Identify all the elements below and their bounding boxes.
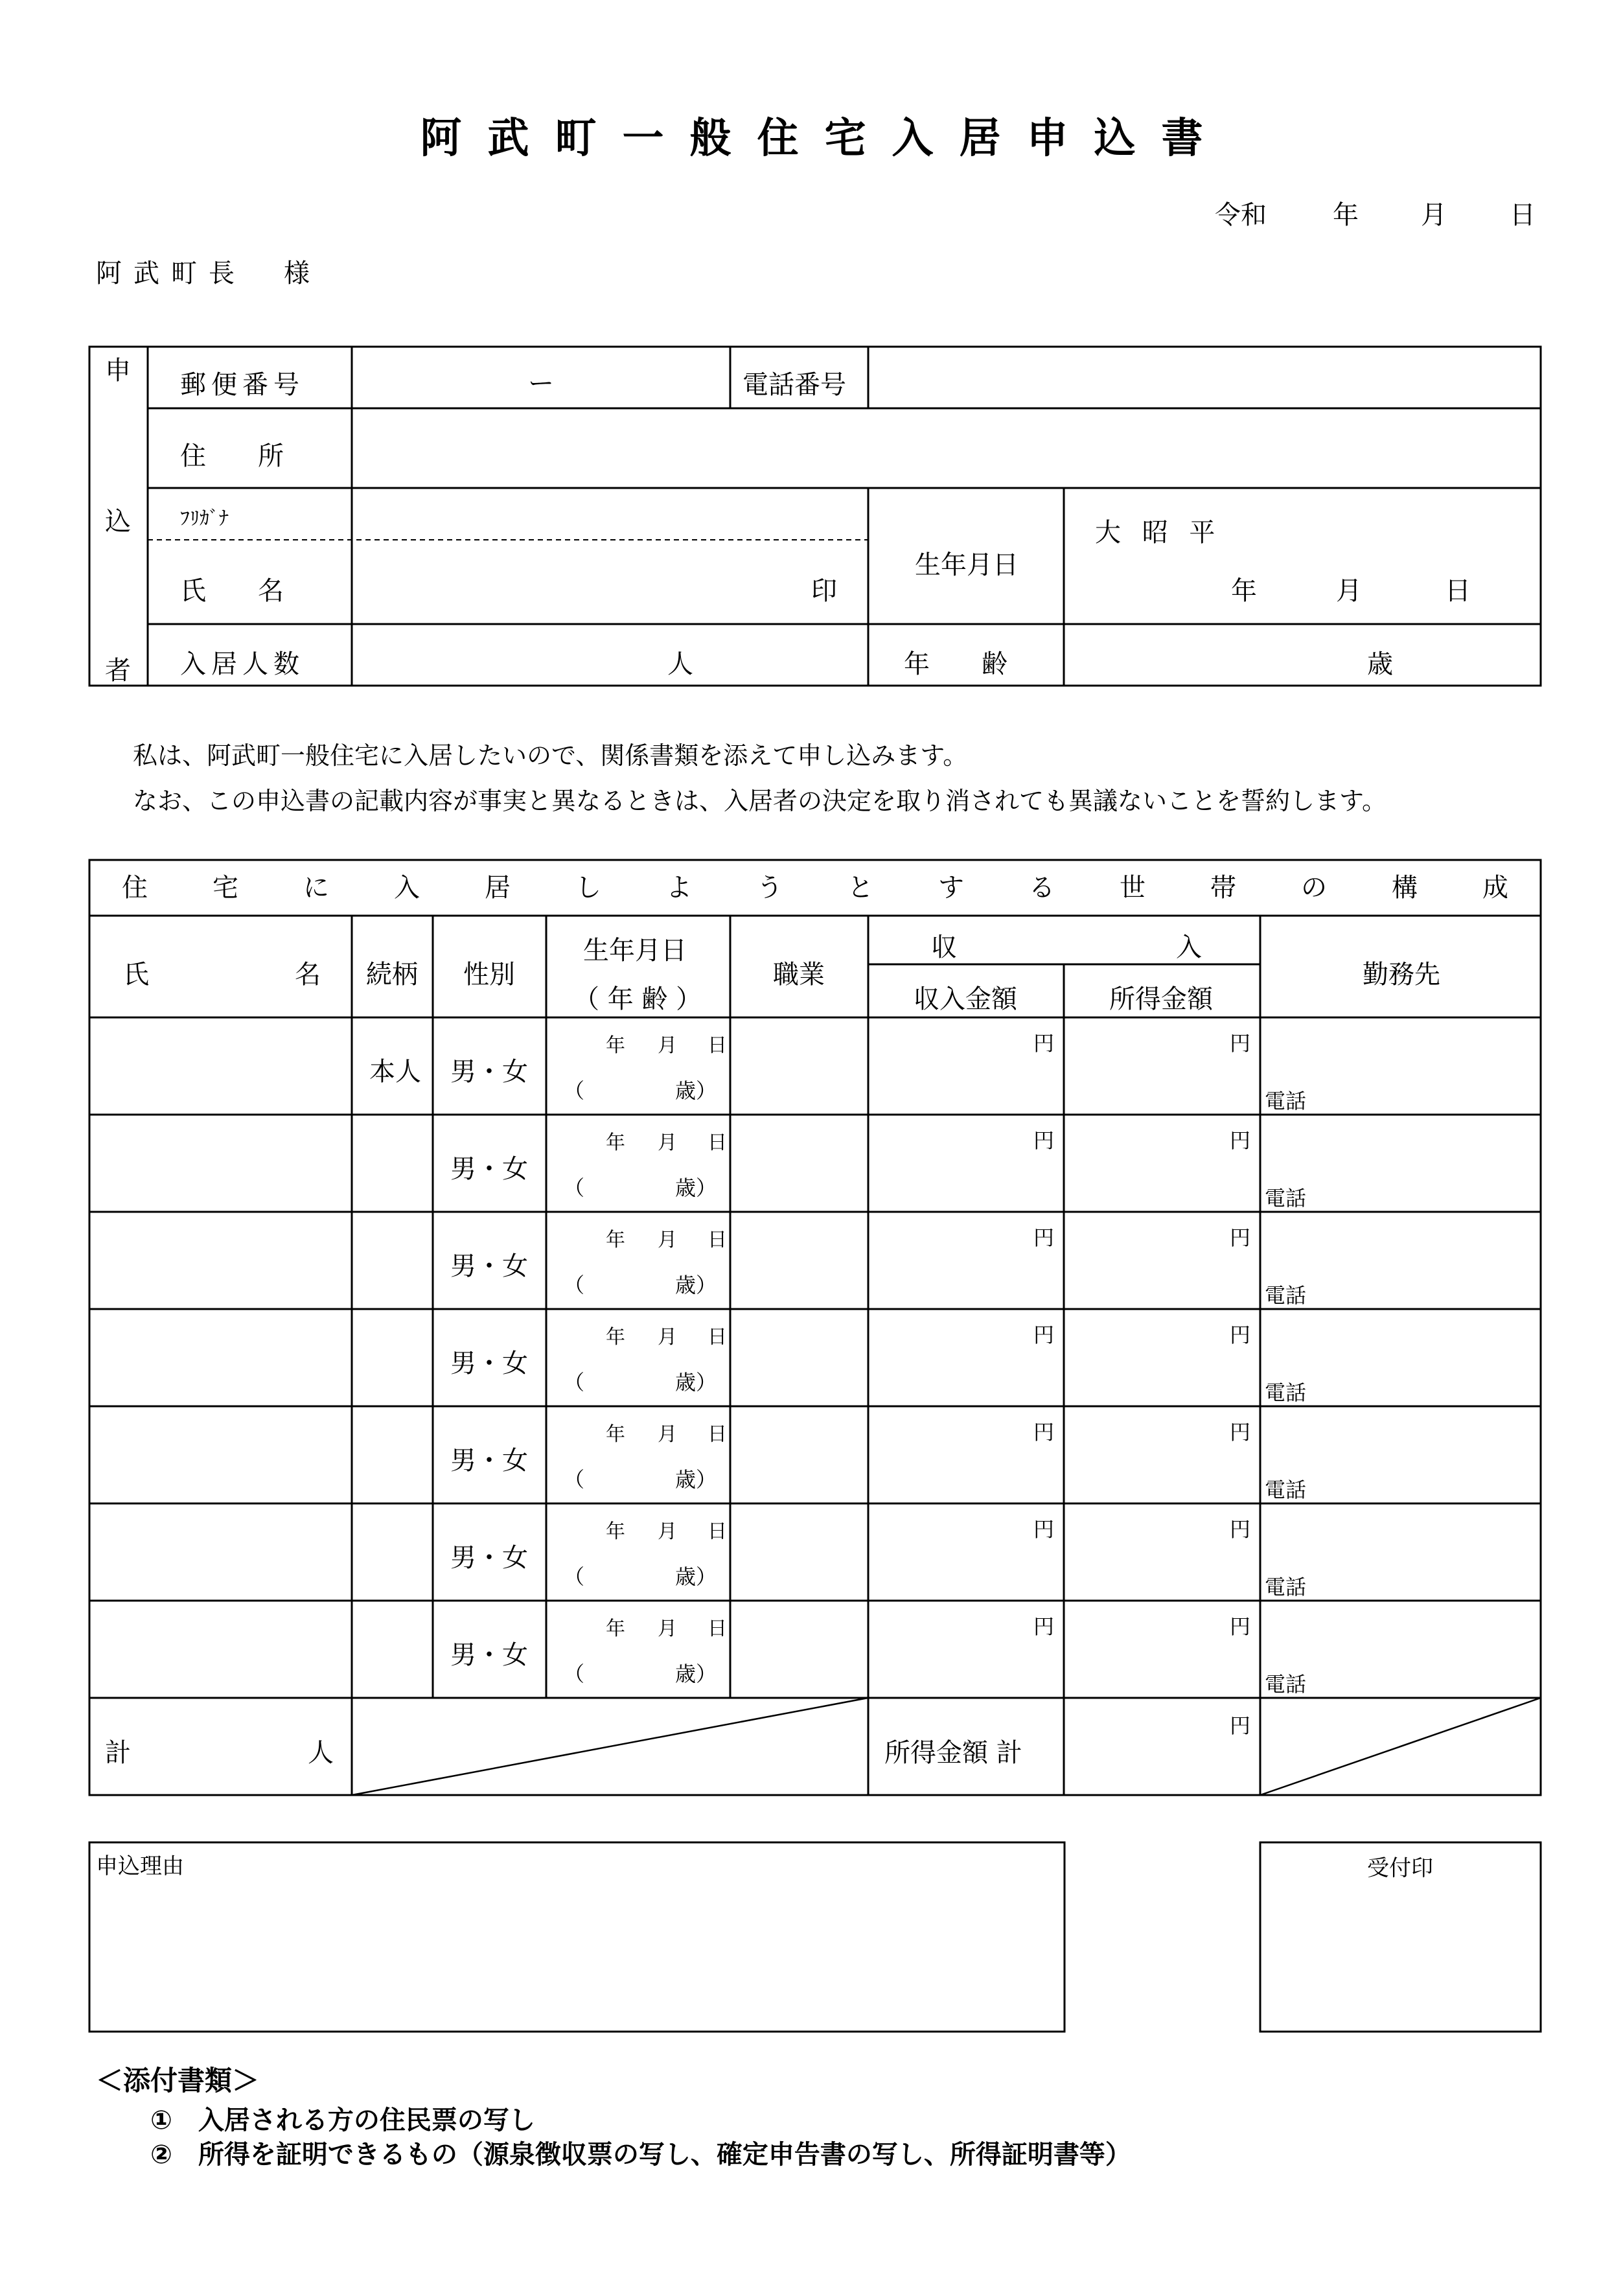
row-birth-month: 月 <box>658 1326 677 1349</box>
earned-total-label: 所得金額 計 <box>884 1738 1022 1768</box>
caption-char: し <box>575 873 601 903</box>
row-workplace-field[interactable] <box>1263 1507 1537 1597</box>
caption-char: の <box>1301 873 1327 903</box>
row-income-field[interactable] <box>871 1021 1061 1111</box>
row-occupation-field[interactable] <box>733 1021 865 1111</box>
row-workplace-field[interactable] <box>1263 1409 1537 1500</box>
row-age-open: （ <box>564 1370 585 1395</box>
caption-char: に <box>303 873 329 903</box>
header-income-right: 入 <box>1176 933 1202 962</box>
applicant-side-label-3: 者 <box>105 656 131 686</box>
form-title: 阿武町一般住宅入居申込書 <box>420 115 1229 163</box>
birth-year-label: 年 <box>1231 576 1257 606</box>
row-income-yen: 円 <box>1033 1128 1055 1153</box>
row-income-yen: 円 <box>1033 1031 1055 1056</box>
row-age-close: 歳） <box>675 1078 717 1103</box>
occupants-label: 入居人数 <box>180 649 305 679</box>
row-age-close: 歳） <box>675 1370 717 1395</box>
row-sex[interactable]: 男・女 <box>450 1057 528 1087</box>
row-birth-month: 月 <box>658 1229 677 1251</box>
row-name-field[interactable] <box>93 1604 349 1695</box>
row-name-field[interactable] <box>93 1312 349 1403</box>
row-workplace-field[interactable] <box>1263 1215 1537 1306</box>
row-income-field[interactable] <box>871 1118 1061 1209</box>
row-workplace-tel: 電話 <box>1265 1575 1307 1599</box>
caption-char: 居 <box>485 873 511 903</box>
row-birth-day: 日 <box>708 1131 727 1154</box>
row-age-open: （ <box>564 1078 585 1103</box>
caption-char: 入 <box>394 873 420 903</box>
caption-char: 成 <box>1482 873 1508 903</box>
occupants-unit: 人 <box>667 649 693 679</box>
caption-char: と <box>847 873 873 903</box>
reason-field[interactable] <box>93 1876 1061 2028</box>
header-sex: 性別 <box>463 960 515 990</box>
row-income-yen: 円 <box>1033 1225 1055 1250</box>
row-sex[interactable]: 男・女 <box>450 1543 528 1573</box>
row-sex[interactable]: 男・女 <box>450 1446 528 1476</box>
row-birth-day: 日 <box>708 1423 727 1446</box>
row-age-close: 歳） <box>675 1176 717 1200</box>
caption-char: 住 <box>122 873 148 903</box>
row-name-field[interactable] <box>93 1507 349 1597</box>
header-name-right: 名 <box>295 960 321 990</box>
reason-label: 申込理由 <box>96 1853 184 1879</box>
row-birth-year: 年 <box>606 1618 625 1640</box>
row-workplace-field[interactable] <box>1263 1021 1537 1111</box>
row-earned-yen: 円 <box>1230 1420 1251 1444</box>
row-sex[interactable]: 男・女 <box>450 1640 528 1670</box>
row-birth-year: 年 <box>606 1520 625 1543</box>
row-age-open: （ <box>564 1564 585 1589</box>
row-sex[interactable]: 男・女 <box>450 1349 528 1378</box>
row-age-close: 歳） <box>675 1564 717 1589</box>
row-income-yen: 円 <box>1033 1323 1055 1347</box>
attachment-item-2: ② 所得を証明できるもの（源泉徴収票の写し、確定申告書の写し、所得証明書等） <box>150 2140 1131 2170</box>
row-age-open: （ <box>564 1273 585 1297</box>
date-day: 日 <box>1510 200 1536 230</box>
row-earned-yen: 円 <box>1230 1031 1251 1056</box>
age-unit: 歳 <box>1367 649 1393 679</box>
row-earned-field[interactable] <box>1067 1507 1257 1597</box>
total-slash-right <box>1260 1698 1541 1795</box>
row-birth-month: 月 <box>658 1520 677 1543</box>
caption-char: 宅 <box>213 873 238 903</box>
row-income-field[interactable] <box>871 1409 1061 1500</box>
row-occupation-field[interactable] <box>733 1604 865 1695</box>
row-earned-field[interactable] <box>1067 1409 1257 1500</box>
row-workplace-tel: 電話 <box>1265 1089 1307 1113</box>
row-birth-day: 日 <box>708 1520 727 1543</box>
address-field[interactable] <box>355 412 1537 485</box>
row-earned-yen: 円 <box>1230 1225 1251 1250</box>
postal-code-label: 郵便番号 <box>180 370 305 400</box>
row-earned-field[interactable] <box>1067 1118 1257 1209</box>
row-birth-year: 年 <box>606 1034 625 1057</box>
caption-char: 構 <box>1392 873 1418 903</box>
row-income-field[interactable] <box>871 1215 1061 1306</box>
row-age-close: 歳） <box>675 1273 717 1297</box>
caption-char: る <box>1029 873 1055 903</box>
addressee: 阿武町長 様 <box>96 259 321 288</box>
row-workplace-field[interactable] <box>1263 1604 1537 1695</box>
birthdate-label: 生年月日 <box>915 550 1019 580</box>
row-earned-field[interactable] <box>1067 1215 1257 1306</box>
header-earned-amount: 所得金額 <box>1109 984 1213 1014</box>
applicant-side-label-2: 込 <box>105 507 131 537</box>
header-birthdate: 生年月日 <box>583 936 687 966</box>
row-age-close: 歳） <box>675 1467 717 1492</box>
row-age-open: （ <box>564 1662 585 1686</box>
row-name-field[interactable] <box>93 1021 349 1111</box>
phone-field[interactable] <box>871 350 1537 406</box>
row-earned-field[interactable] <box>1067 1312 1257 1403</box>
caption-char: う <box>757 873 783 903</box>
row-birth-day: 日 <box>708 1229 727 1251</box>
seal-mark: 印 <box>811 576 837 606</box>
row-earned-yen: 円 <box>1230 1323 1251 1347</box>
row-name-field[interactable] <box>93 1215 349 1306</box>
row-occupation-field[interactable] <box>733 1312 865 1403</box>
header-workplace: 勤務先 <box>1363 960 1440 990</box>
date-year: 年 <box>1333 200 1359 230</box>
header-relation: 続柄 <box>366 960 418 990</box>
row-sex[interactable]: 男・女 <box>450 1251 528 1281</box>
furigana-field[interactable] <box>355 491 865 538</box>
caption-char: よ <box>666 873 692 903</box>
row-workplace-field[interactable] <box>1263 1312 1537 1403</box>
row-birth-year: 年 <box>606 1229 625 1251</box>
declaration-line-2: なお、この申込書の記載内容が事実と異なるときは、入居者の決定を取り消されても異議ないことを誓約します。 <box>133 787 1387 815</box>
row-earned-field[interactable] <box>1067 1021 1257 1111</box>
row-name-field[interactable] <box>93 1118 349 1209</box>
attachment-item-1: ① 入居される方の住民票の写し <box>150 2105 535 2135</box>
row-name-field[interactable] <box>93 1409 349 1500</box>
row-workplace-tel: 電話 <box>1265 1380 1307 1405</box>
row-workplace-tel: 電話 <box>1265 1186 1307 1211</box>
row-income-field[interactable] <box>871 1507 1061 1597</box>
header-occupation: 職業 <box>773 960 825 990</box>
earned-total-unit: 円 <box>1230 1713 1251 1738</box>
row-income-yen: 円 <box>1033 1614 1055 1639</box>
row-income-field[interactable] <box>871 1312 1061 1403</box>
postal-code-dash[interactable]: ー <box>528 369 554 399</box>
row-birth-year: 年 <box>606 1423 625 1446</box>
row-occupation-field[interactable] <box>733 1507 865 1597</box>
total-label-left: 計 <box>105 1738 131 1768</box>
birth-day-label: 日 <box>1445 576 1471 606</box>
row-occupation-field[interactable] <box>733 1215 865 1306</box>
row-birth-month: 月 <box>658 1423 677 1446</box>
row-income-yen: 円 <box>1033 1420 1055 1444</box>
row-workplace-tel: 電話 <box>1265 1478 1307 1502</box>
row-earned-yen: 円 <box>1230 1517 1251 1542</box>
row-sex[interactable]: 男・女 <box>450 1154 528 1184</box>
caption-char: 世 <box>1120 873 1145 903</box>
header-age: （ 年 齢 ） <box>573 984 702 1014</box>
row-workplace-tel: 電話 <box>1265 1283 1307 1308</box>
date-era: 令和 <box>1215 200 1267 230</box>
row-birth-day: 日 <box>708 1326 727 1349</box>
age-label: 年 齢 <box>904 649 1007 679</box>
declaration-line-1: 私は、阿武町一般住宅に入居したいので、関係書類を添えて申し込みます。 <box>133 741 968 770</box>
phone-label: 電話番号 <box>742 370 846 400</box>
header-income-amount: 収入金額 <box>914 984 1017 1014</box>
attachments-title: ＜添付書類＞ <box>96 2065 260 2096</box>
name-label: 氏 名 <box>180 576 284 606</box>
row-workplace-tel: 電話 <box>1265 1672 1307 1697</box>
row-earned-field[interactable] <box>1067 1604 1257 1695</box>
row-earned-yen: 円 <box>1230 1614 1251 1639</box>
row-birth-day: 日 <box>708 1034 727 1057</box>
row-birth-day: 日 <box>708 1618 727 1640</box>
row-relation: 本人 <box>369 1057 421 1087</box>
date-month: 月 <box>1421 200 1447 230</box>
stamp-label: 受付印 <box>1367 1855 1433 1881</box>
name-field[interactable] <box>355 543 809 621</box>
birth-era-options[interactable]: 大 昭 平 <box>1095 518 1222 548</box>
row-occupation-field[interactable] <box>733 1118 865 1209</box>
caption-char: 帯 <box>1210 873 1236 903</box>
row-birth-year: 年 <box>606 1326 625 1349</box>
row-birth-month: 月 <box>658 1618 677 1640</box>
row-earned-yen: 円 <box>1230 1128 1251 1153</box>
row-income-yen: 円 <box>1033 1517 1055 1542</box>
header-income-left: 収 <box>931 933 957 962</box>
household-caption <box>89 867 1541 904</box>
row-workplace-field[interactable] <box>1263 1118 1537 1209</box>
total-slash-left <box>352 1698 868 1795</box>
caption-char: す <box>938 873 964 903</box>
total-label-right: 人 <box>308 1738 334 1768</box>
row-age-close: 歳） <box>675 1662 717 1686</box>
row-age-open: （ <box>564 1176 585 1200</box>
row-birth-year: 年 <box>606 1131 625 1154</box>
header-name-left: 氏 <box>123 960 149 990</box>
birth-month-label: 月 <box>1336 576 1362 606</box>
row-occupation-field[interactable] <box>733 1409 865 1500</box>
row-birth-month: 月 <box>658 1131 677 1154</box>
row-income-field[interactable] <box>871 1604 1061 1695</box>
furigana-label: ﾌﾘｶﾞﾅ <box>180 507 229 530</box>
address-label: 住 所 <box>180 441 284 471</box>
row-age-open: （ <box>564 1467 585 1492</box>
applicant-side-label-1: 申 <box>105 356 131 386</box>
row-birth-month: 月 <box>658 1034 677 1057</box>
